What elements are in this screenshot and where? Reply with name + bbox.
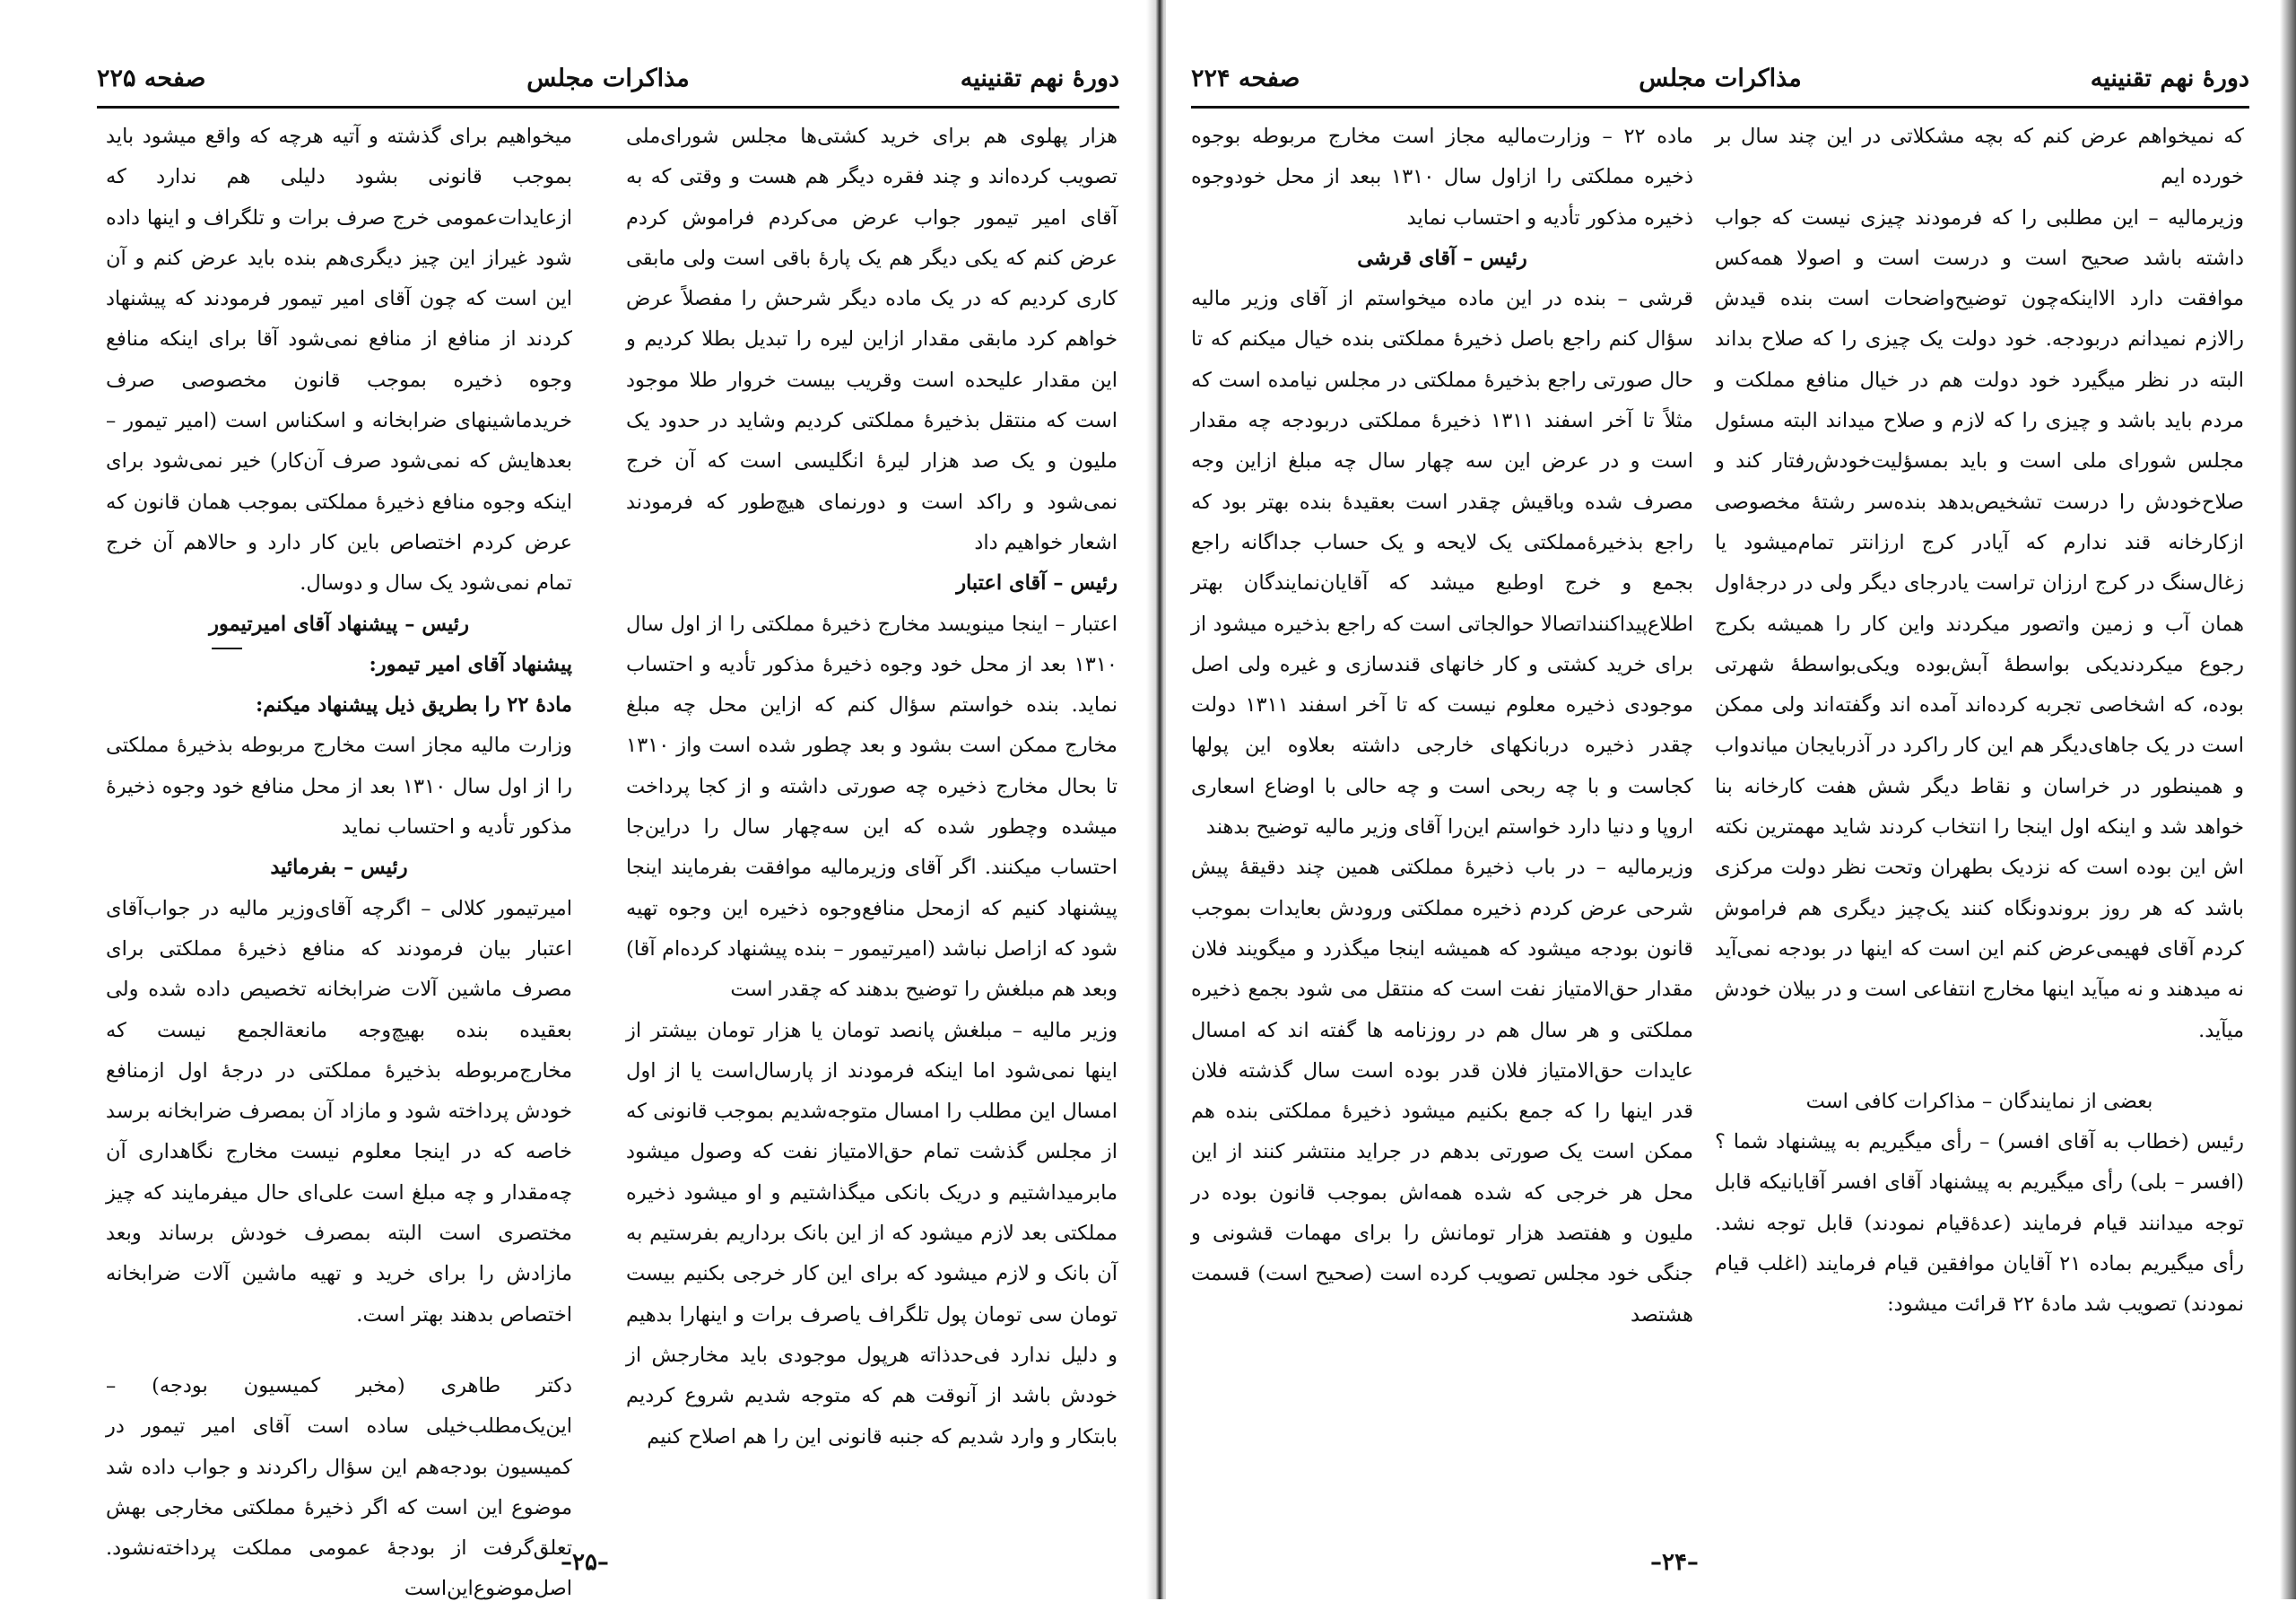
paragraph: اعتبار – اینجا مینویسد مخارج ذخیرهٔ مملکتی را از اول سال ۱۳۱۰ بعد از محل خود وجوه ذخیرهٔ مذکور تأدیه و احتساب نماید. بنده خواستم سؤال کنم که ازاین محل چه مبلغ مخارج ممکن است بشود و بعد چطور شده است واز ۱۳۱۰ تا بحال مخارج ذخیره چه صورتی داشته و از کجا پرداخت میشده وچطور شده که این سه‌چهار سال را دراین‌جا احتساب میکنند. اگر آقای وزیرمالیه موافقت بفرمایند اینجا پیشنهاد کنیم که ازمحل منافع‌وجوه ذخیره این وجوه تهیه شود که ازاصل نباشد (امیرتیمور – بنده پیشنهاد کرده‌ام آقا) وبعد هم مبلغش را توضیح بدهند که چقدر است <box>626 612 1118 1002</box>
left-page <box>0 0 1152 1599</box>
header-rule <box>1191 106 2249 109</box>
proposal-heading: پیشنهاد آقای امیر تیمور: <box>369 652 572 676</box>
paragraph: رئیس (خطاب به آقای افسر) – رأی میگیریم به پیشنهاد شما ؟ (افسر – بلی) رأی میگیریم به پیشنهاد آقای افسر آقایانیکه قابل توجه میدانند قیام فرمایند (عدهٔ‌قیام نمودند) قابل توجه نشد. رأی میگیریم بماده ۲۱ آقایان موافقین قیام فرمایند (اغلب قیام نمودند) تصویب شد مادهٔ ۲۲ قرائت میشود: <box>1715 1130 2244 1317</box>
page-footer-number: –۲۴– <box>1650 1549 1699 1576</box>
speaker-line: رئیس – بفرمائید <box>270 856 408 880</box>
paragraph: دکتر طاهری (مخبر کمیسیون بودجه) – این‌یک‌مطلب‌خیلی ساده است آقای امیر تیمور در کمیسیون بودجه‌هم این سؤال راکردند و جواب داده شد موضوع این است که اگر ذخیرهٔ مملکتی مخارجی بهش تعلق‌گرفت از بودجهٔ عمومی مملکت پرداخته‌نشود. اصل‌موضوع‌این‌است <box>106 1373 572 1601</box>
page-number-label: صفحه ۲۲۴ <box>1191 65 1300 92</box>
running-title: مذاکرات مجلس <box>526 65 690 92</box>
proposal-intro: مادهٔ ۲۲ را بطریق ذیل پیشنهاد میکنم: <box>256 693 572 718</box>
page-header <box>1191 65 2249 100</box>
paragraph: که نمیخواهم عرض کنم که بچه مشکلاتی در این چند سال بر خورده ایم <box>1715 125 2244 189</box>
paragraph: امیرتیمور کلالی – اگرچه آقای‌وزیر مالیه در جواب‌آقای اعتبار بیان فرمودند که منافع ذخیرهٔ مملکتی برای مصرف ماشین آلات ضرابخانه تخصیص داده شده ولی بعقیده بنده بهیچ‌وجه مانعة‌الجمع نیست که مخارج‌مربوطه بذخیرهٔ مملکتی در درجهٔ اول ازمنافع خودش پرداخته شود و مازاد آن بمصرف ضرابخانه برسد خاصه که در اینجا معلوم نیست مخارج نگاهداری آن چه‌مقدار و چه مبلغ است علی‌ای حال میفرمایند که چیز مختصری است البته بمصرف خودش برساند وبعد مازادش را برای خرید و تهیه ماشین آلات ضرابخانه اختصاص بدهند بهتر است. <box>106 896 572 1327</box>
speaker-line: رئیس – آقای قرشی <box>1357 246 1527 270</box>
paragraph: میخواهیم برای گذشته و آتیه هرچه که واقع میشود باید بموجب قانونی بشود دلیلی هم ندارد که ازعایدات‌عمومی خرج صرف برات و تلگراف و اینها داده شود غیراز این چیز دیگری‌هم بنده باید عرض کنم و آن این است که چون آقای امیر تیمور فرمودند که پیشنهاد کردند از منافع از منافع نمی‌شود آقا برای اینکه منافع وجوه ذخیره بموجب قانون مخصوصی صرف خریدماشینهای ضرابخانه و اسکناس است (امیر تیمور – بعدهایش که نمی‌شود صرف آن‌کار) خیر نمی‌شود برای اینکه وجوه منافع ذخیرهٔ مملکتی بموجب همان قانون که عرض کردم اختصاص باین کار دارد و حالاهم آن خرج تمام نمی‌شود یک سال و دوسال. <box>106 125 572 596</box>
running-title: مذاکرات مجلس <box>1639 65 1802 92</box>
paragraph: قرشی – بنده در این ماده میخواستم از آقای وزیر مالیه سؤال کنم راجع باصل ذخیرهٔ مملکتی بنده خیال میکنم که تا حال صورتی راجع بذخیرهٔ مملکتی در مجلس نیامده است که مثلاً تا آخر اسفند ۱۳۱۱ ذخیرهٔ مملکتی دربودجه چه مقدار است و در عرض این سه چهار سال چه مبلغ ازاین وجه مصرف شده وباقیش چقدر است بعقیدهٔ بنده بهتر بود که راجع بذخیرهٔ‌مملکتی یک لایحه و یک حساب جداگانه راجع بجمع و خرج اوطبع میشد که آقایان‌نمایندگان بهتر اطلاع‌پیدا‌کنند‌اتصالا حوالجاتی است که راجع بذخیره میشود از برای خرید کشتی و کار خانهای قندسازی و غیره ولی اصل موجودی ذخیره معلوم نیست که تا آخر اسفند ۱۳۱۱ دولت چقدر ذخیره دربانکهای خارجی داشته بعلاوه این پولها کجاست و با چه ربحی است و چه حالی با اوضاع اسعاری اروپا و دنیا دارد خواستم این‌را آقای وزیر مالیه توضیح بدهند <box>1191 287 1693 840</box>
header-rule <box>97 106 1119 109</box>
session-period: دورهٔ نهم تقنینیه <box>2090 65 2249 92</box>
paragraph: هزار پهلوی هم برای خرید کشتی‌ها مجلس شورای‌ملی تصویب کرده‌اند و چند فقره دیگر هم هست و وقتی که به آقای امیر تیمور جواب عرض می‌کردم فراموش کردم عرض کنم که یکی دیگر هم یک پارهٔ باقی است ولی مابقی کاری کردیم که در یک ماده دیگر شرحش را مفصلاً عرض خواهم کرد مابقی مقدار ازاین لیره را تبدیل بطلا کردیم و این مقدار علیحده است وقریب بیست خروار طلا موجود است که منتقل بذخیرهٔ مملکتی کردیم وشاید در حدود یک ملیون و یک صد هزار لیرهٔ انگلیسی است که آن خرج نمی‌شود و راکد است و دورنمای هیچ‌طور که فرمودند اشعار خواهیم داد <box>626 125 1118 554</box>
page-header <box>97 65 1119 100</box>
paragraph: وزارت مالیه مجاز است مخارج مربوطه بذخیرهٔ مملکتی را از اول سال ۱۳۱۰ بعد از محل منافع خود وجوه ذخیرهٔ مذکور تأدیه و احتساب نماید <box>106 734 572 840</box>
speaker-line: رئیس – پیشنهاد آقای امیرتیمور <box>209 612 469 636</box>
page-number-label: صفحه ۲۲۵ <box>97 65 206 92</box>
paragraph: وزیرمالیه – این مطلبی را که فرمودند چیزی نیست که جواب داشته باشد صحیح است و درست است و اصولا همه‌کس موافقت دارد الا‌اینکه‌چون توضیح‌واضحات است بنده قیدش رالازم نمیدانم دربودجه. خود دولت یک چیزی را که صلاح بداند البته در نظر میگیرد خود دولت هم در خیال منافع مملکت و مردم باید باشد و چیزی را که لازم و صلاح میداند البته مسئول مجلس شورای ملی است و باید بمسؤلیت‌خودش‌رفتار کند و صلاح‌خودش را درست تشخیص‌بدهد بنده‌سر رشتهٔ مخصوصی ازکارخانه قند ندارم که آیادر کرج ارزانتر تمام‌میشود یا زغال‌سنگ در کرج ارزان تراست یادرجای دیگر ولی در درجهٔ‌اول همان آب و زمین واتصور میکردند واین کار را همیشه بکرج رجوع میکردند‌یکی بواسطهٔ آبش‌بوده ویکی‌بواسطهٔ شهرتی بوده، که اشخاصی تجربه کرده‌اند آمده اند وگفته‌اند ولی ممکن است در یک جاهای‌دیگر هم این کار راکرد در آذربایجان میاندواب و همینطور در خراسان و نقاط دیگر شش هفت کارخانه بنا خواهد شد و اینکه اول اینجا را انتخاب کردند شاید مهمترین نکته اش این بوده است که نزدیک بطهران وتحت نظر دولت مرکزی باشد که هر روز بروند‌ونگاه کنند یک‌چیز دیگری هم فراموش کردم آقای فهیمی‌عرض کنم این است که اینها در بودجه نمی‌آید نه میدهند و نه میآید اینها مخارج انتفاعی است و در بیلان خودش میآید. <box>1715 205 2244 1042</box>
text-column-left <box>106 117 572 1610</box>
divider <box>212 648 242 649</box>
article-text: ماده ۲۲ – وزارت‌مالیه مجاز است مخارج مربوطه بوجوه ذخیره مملکتی را ازاول سال ۱۳۱۰ ببعد از محل خودوجوه ذخیره مذکور تأدیه و احتساب نماید <box>1191 125 1693 230</box>
page-edge-shadow <box>2280 0 2296 1599</box>
page-footer-number: –۲۵– <box>561 1549 609 1576</box>
text-column-right <box>1715 117 2244 1326</box>
session-period: دورهٔ نهم تقنینیه <box>960 65 1119 92</box>
speaker-line: رئیس – آقای اعتبار <box>956 571 1118 596</box>
right-page <box>1166 0 2296 1599</box>
speaker-line: بعضی از نمایندگان – مذاکرات کافی است <box>1805 1089 2153 1113</box>
paragraph: وزیرمالیه – در باب ذخیرهٔ مملکتی همین چند دقیقهٔ پیش شرحی عرض کردم ذخیره مملکتی ورودش بعایدات بموجب قانون بودجه میشود که همیشه اینجا میگذرد و میگویند فلان مقدار حق‌الامتیاز نفت است که منتقل می شود بجمع ذخیره مملکتی و هر سال هم در روزنامه ها گفته اند که امسال عایدات حق‌الامتیاز فلان قدر بوده است سال گذشته فلان قدر اینها را که جمع بکنیم میشود ذخیرهٔ مملکتی بنده هم ممکن است یک صورتی بدهم در جراید منتشر کنند از این محل هر خرجی که شده همه‌اش بموجب قانون بوده در ملیون و هفتصد هزار تومانش را برای مهمات قشونی و جنگی خود مجلس تصویب کرده است (صحیح است) قسمت هشتصد <box>1191 856 1693 1327</box>
text-column-right <box>626 117 1118 1458</box>
paragraph: وزیر مالیه – مبلغش پانصد تومان یا هزار تومان بیشتر از اینها نمی‌شود اما اینکه فرمودند از پارسال‌است یا از اول امسال این مطلب را امسال متوجه‌شدیم بموجب قانونی که از مجلس گذشت تمام حق‌الامتیاز نفت که وصول میشود مابرمیداشتیم و دریک بانکی میگذاشتیم و او میشود ذخیره مملکتی بعد لازم میشود که از این بانک برداریم بفرستیم به آن بانک و لازم میشود که برای این کار خرجی بکنیم بیست تومان سی تومان پول تلگراف یاصرف برات و اینهارا بدهیم و دلیل ندارد فی‌حدذاته هرپول موجودی باید مخارجش از خودش باشد از آنوقت هم که متوجه شدیم شروع کردیم بابتکار و وارد شدیم که جنبه قانونی این را هم اصلاح کنیم <box>626 1018 1118 1449</box>
text-column-left <box>1191 117 1693 1336</box>
